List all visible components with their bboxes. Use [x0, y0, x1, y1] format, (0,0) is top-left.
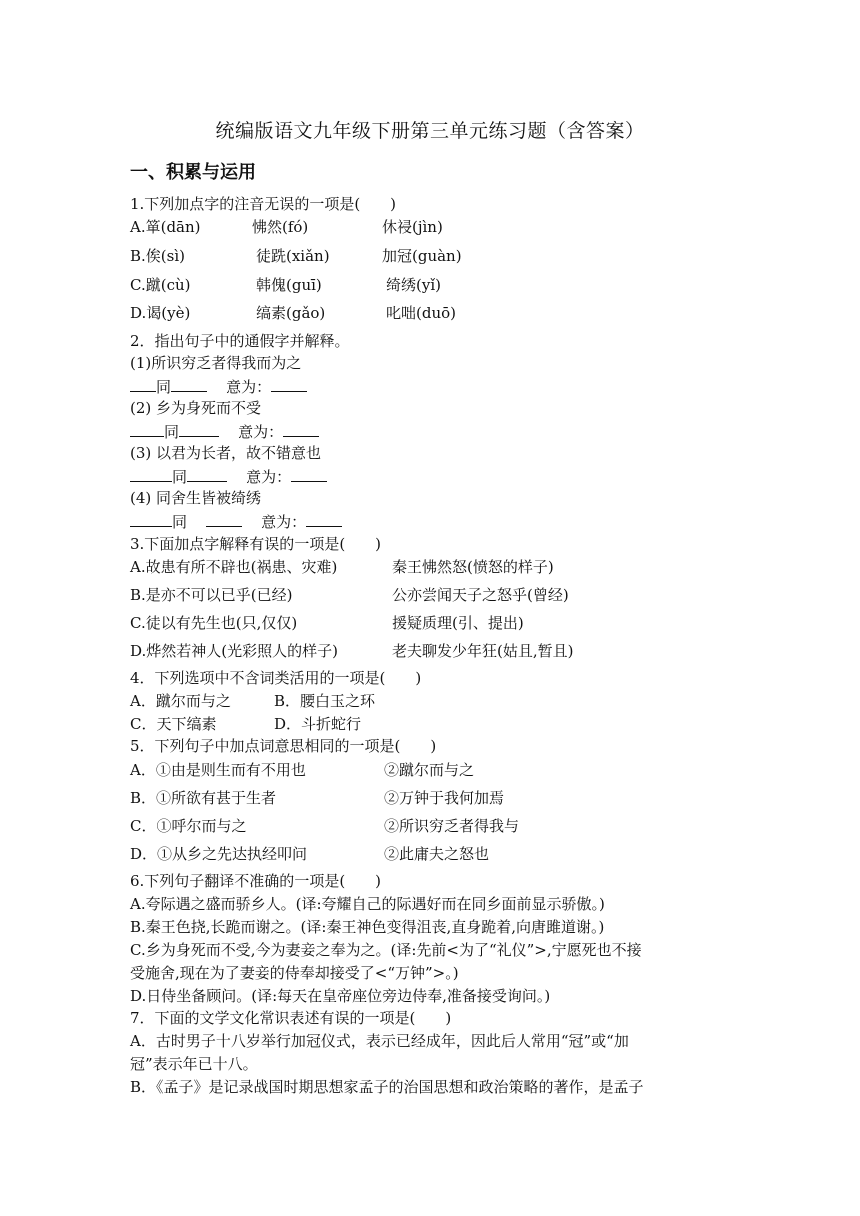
- blank[interactable]: [187, 465, 227, 482]
- q2-answer-1: [130, 375, 307, 398]
- q3-option-c: [130, 612, 524, 634]
- q4-a: A．蹴尔而与之: [130, 692, 231, 710]
- q6-stem: 6.下列句子翻译不准确的一项是( ): [130, 872, 382, 890]
- blank[interactable]: [306, 510, 342, 527]
- q6-option-d: D.日侍坐备顾问。(译:每天在皇帝座位旁边侍奉,准备接受询问。): [130, 987, 551, 1005]
- q6-option-b: B.秦王色挠,长跪而谢之。(译:秦王神色变得沮丧,直身跪着,向唐雎道谢。): [130, 918, 605, 936]
- q1-d-1: D.谒(yè): [130, 304, 191, 322]
- q5-d-1: D．①从乡之先达执经叩问: [130, 845, 308, 863]
- q1-a-1: A.箪(dān): [130, 218, 201, 236]
- q1-d-3: 叱咄(duō): [386, 304, 456, 322]
- q2-stem: 2．指出句子中的通假字并解释。: [130, 332, 350, 350]
- q4-row-1: [130, 690, 375, 712]
- q5-option-b: [130, 787, 504, 809]
- tong-label: 同: [172, 468, 188, 486]
- meaning-label: 意为：: [226, 378, 272, 396]
- q7-option-a-line2: 冠”表示年已十八。: [130, 1055, 258, 1073]
- q1-b-3: 加冠(guàn): [382, 247, 462, 265]
- q3-a-1: A.故患有所不辟也(祸患、灾难): [130, 558, 338, 576]
- q1-c-1: C.蹴(cù): [130, 276, 191, 294]
- q5-c-2: ②所识穷乏者得我与: [384, 817, 520, 835]
- q5-a-2: ②蹴尔而与之: [384, 761, 475, 779]
- q2-sentence-3: (3) 以君为长者，故不错意也: [130, 444, 322, 462]
- tong-label: 同: [164, 423, 180, 441]
- q4-stem: 4．下列选项中不含词类活用的一项是( ): [130, 669, 422, 687]
- q5-a-1: A．①由是则生而有不用也: [130, 761, 306, 779]
- q2-answer-3: [130, 465, 327, 488]
- q5-stem: 5．下列句子中加点词意思相同的一项是( ): [130, 737, 437, 755]
- q3-d-1: D.烨然若神人(光彩照人的样子): [130, 642, 338, 660]
- q4-b: B．腰白玉之环: [274, 692, 376, 710]
- q3-option-b: [130, 584, 569, 606]
- q3-stem: 3.下面加点字解释有误的一项是( ): [130, 535, 382, 553]
- q1-a-2: 怫然(fó): [252, 218, 309, 236]
- q1-option-d: [130, 302, 456, 324]
- q6-option-a: A.夸际遇之盛而骄乡人。(译:夸耀自己的际遇好而在同乡面前显示骄傲。): [130, 895, 605, 913]
- meaning-label: 意为：: [261, 513, 307, 531]
- q7-option-b-line1: B．《孟子》是记录战国时期思想家孟子的治国思想和政治策略的著作，是孟子: [130, 1078, 644, 1096]
- tong-label: 同: [156, 378, 172, 396]
- q1-stem: 1.下列加点字的注音无误的一项是( ): [130, 195, 397, 213]
- meaning-label: 意为：: [238, 423, 284, 441]
- q3-option-d: [130, 640, 573, 662]
- blank[interactable]: [291, 465, 327, 482]
- q2-answer-2: [130, 420, 319, 443]
- q3-d-2: 老夫聊发少年狂(姑且,暂且): [392, 642, 574, 660]
- q6-option-c-line1: C.乡为身死而不受,今为妻妾之奉为之。(译:先前<为了“礼仪”>,宁愿死也不接: [130, 941, 642, 959]
- q5-c-1: C．①呼尔而与之: [130, 817, 247, 835]
- meaning-label: 意为：: [246, 468, 292, 486]
- q5-d-2: ②此庸夫之怒也: [384, 845, 490, 863]
- q3-c-1: C.徒以有先生也(只,仅仅): [130, 614, 298, 632]
- q1-option-a: [130, 216, 443, 238]
- q2-sentence-2: (2) 乡为身死而不受: [130, 399, 262, 417]
- q1-a-3: 休祲(jìn): [382, 218, 443, 236]
- blank[interactable]: [171, 375, 207, 392]
- q1-b-2: 徒跣(xiǎn): [256, 247, 330, 265]
- blank[interactable]: [130, 420, 164, 437]
- q5-b-2: ②万钟于我何加焉: [384, 789, 505, 807]
- q3-option-a: [130, 556, 554, 578]
- q1-c-3: 绮绣(yǐ): [386, 276, 441, 294]
- q7-stem: 7．下面的文学文化常识表述有误的一项是( ): [130, 1009, 452, 1027]
- q3-b-1: B.是亦不可以已乎(已经): [130, 586, 293, 604]
- q7-option-a-line1: A．古时男子十八岁举行加冠仪式，表示已经成年，因此后人常用“冠”或“加: [130, 1032, 629, 1050]
- q5-option-a: [130, 759, 474, 781]
- blank[interactable]: [283, 420, 319, 437]
- blank[interactable]: [179, 420, 219, 437]
- q1-c-2: 韩傀(guī): [256, 276, 322, 294]
- blank[interactable]: [271, 375, 307, 392]
- q4-c: C．天下缟素: [130, 715, 217, 733]
- blank[interactable]: [206, 510, 242, 527]
- q3-b-2: 公亦尝闻天子之怒乎(曾经): [392, 586, 569, 604]
- q5-b-1: B．①所欲有甚于生者: [130, 789, 277, 807]
- section-heading: 一、积累与运用: [130, 162, 256, 183]
- q1-option-c: [130, 274, 441, 296]
- q3-c-2: 援疑质理(引、提出): [392, 614, 524, 632]
- page-title: 统编版语文九年级下册第三单元练习题（含答案）: [215, 120, 645, 142]
- blank[interactable]: [130, 510, 172, 527]
- blank[interactable]: [130, 375, 156, 392]
- q1-option-b: [130, 245, 462, 267]
- q4-row-2: [130, 713, 361, 735]
- q4-d: D．斗折蛇行: [274, 715, 362, 733]
- q2-sentence-1: (1)所识穷乏者得我而为之: [130, 354, 302, 372]
- q1-d-2: 缟素(gǎo): [256, 304, 326, 322]
- q2-sentence-4: (4) 同舍生皆被绮绣: [130, 489, 262, 507]
- q1-b-1: B.俟(sì): [130, 247, 185, 265]
- q5-option-c: [130, 815, 519, 837]
- q3-a-2: 秦王怫然怒(愤怒的样子): [392, 558, 554, 576]
- blank[interactable]: [130, 465, 172, 482]
- tong-label: 同: [172, 513, 188, 531]
- q2-answer-4: [130, 510, 342, 533]
- q5-option-d: [130, 843, 489, 865]
- q6-option-c-line2: 受施舍,现在为了妻妾的侍奉却接受了<“万钟”>。): [130, 964, 459, 982]
